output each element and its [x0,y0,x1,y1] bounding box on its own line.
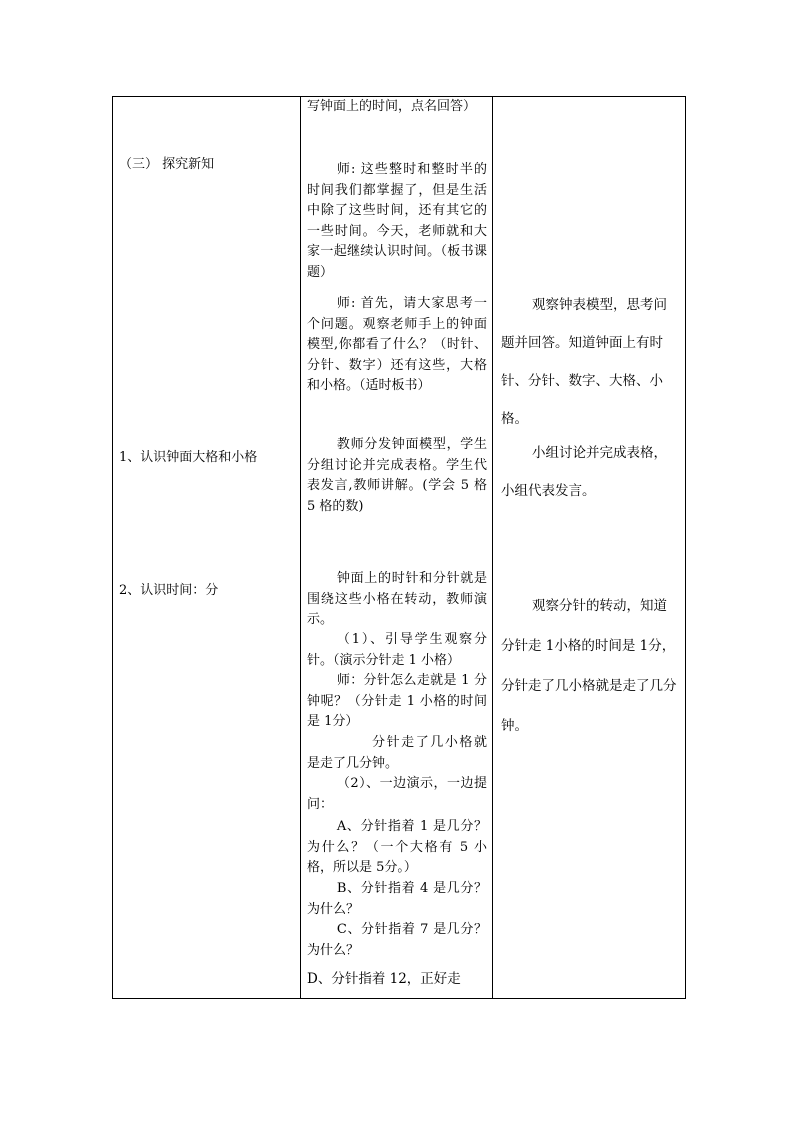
teacher-text: 教师分发钟面模型，学生分组讨论并完成表格。学生代表发言,教师讲解。(学会 5 格 5 格的数) [307,437,487,514]
teacher-text: 写钟面上的时间，点名回答） [307,99,477,114]
process-column [113,97,301,999]
teacher-text: A、分针指着 1 是几分？为什么？（一个大格有 5 小格，所以是 5分。） [307,819,487,875]
student-text: 小组讨论并完成表格，小组代表发言。 [501,445,668,499]
teacher-text: B、分针指着 4 是几分？为什么？ [307,881,487,917]
teacher-text: （1）、引导学生观察分针。（演示分针走 1 小格） [307,632,487,668]
teacher-text: D、分针指着 12，正好走 [307,971,461,987]
section-heading: （三） 探究新知 [119,157,215,172]
teacher-activity-column [301,97,493,999]
student-text: 观察分针的转动，知道分针走 1小格的时间是 1分，分针走了几小格就是走了几分钟。 [501,598,677,734]
teacher-text: 师：分针怎么走就是 1 分钟呢？（分针走 1 小格的时间是 1分） [307,673,487,729]
teacher-text: C、分针指着 7 是几分？为什么？ [307,922,487,958]
step-1-title: 1、认识钟面大格和小格 [119,450,258,465]
student-activity-column [493,97,686,999]
teacher-text: 钟面上的时针和分针就是围绕这些小格在转动，教师演示。 [307,571,487,627]
teacher-text: （2）、一边演示，一边提问： [307,776,487,812]
step-2-title: 2、认识时间：分 [119,583,219,598]
lesson-plan-table [112,96,686,999]
teacher-text: 师: 首先，请大家思考一个问题。观察老师手上的钟面模型,你都看了什么？（时针、分针、数字）还有这些，大格和小格。（适时板书） [307,296,487,393]
teacher-text: 师: 这些整时和整时半的时间我们都掌握了，但是生活中除了这些时间，还有其它的一些时间。今天，老师就和大家一起继续认识时间。（板书课题） [307,162,487,280]
table-row [113,97,686,999]
student-text: 观察钟表模型，思考问题并回答。知道钟面上有时针、分针、数字、大格、小格。 [501,297,668,427]
teacher-text: 分针走了几小格就是走了几分钟。 [307,735,487,771]
